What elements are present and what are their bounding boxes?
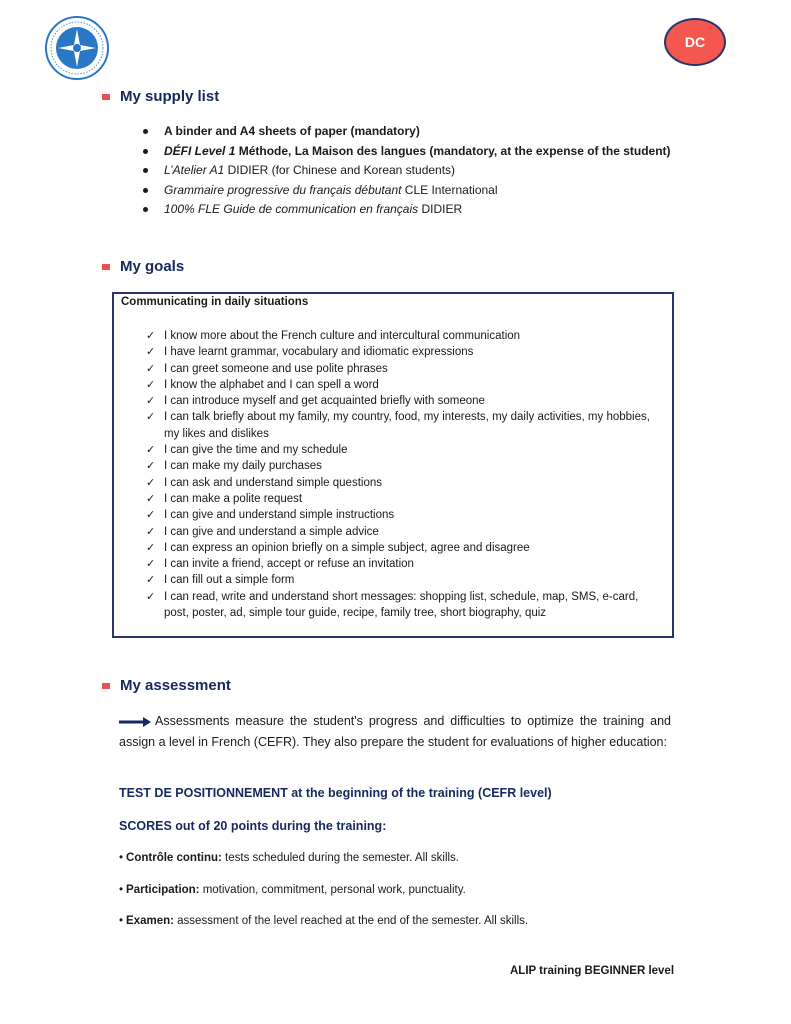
goal-item (144, 393, 664, 409)
supply-item (140, 200, 740, 220)
goal-item (144, 507, 664, 523)
goal-item (144, 524, 664, 540)
score-text: assessment of the level reached at the end of the semester. All skills. (173, 915, 529, 927)
score-label: Contrôle continu: (126, 852, 222, 864)
dc-badge-label: DC (684, 34, 706, 50)
goal-item-text: I can talk briefly about my family, my country, food, my interests, my daily activities, my hobbies, my likes and dislikes (164, 411, 650, 440)
goal-item (144, 540, 664, 556)
supply-title-text: My supply list (120, 88, 220, 105)
bullet-icon: • (119, 915, 124, 927)
supply-item (140, 142, 740, 162)
section-marker-icon (102, 683, 110, 689)
supply-item-title: Grammaire progressive du français débutant (164, 182, 402, 197)
goal-item-text: I have learnt grammar, vocabulary and idiomatic expressions (164, 346, 474, 359)
goals-list (144, 328, 664, 621)
supply-item-rest: DIDIER (418, 202, 463, 217)
score-text: motivation, commitment, personal work, punctuality. (199, 884, 466, 896)
assessment-section-title (102, 677, 231, 694)
supply-section-title (102, 88, 219, 105)
checkmark-icon: ✓ (146, 589, 156, 603)
test-heading: TEST DE POSITIONNEMENT at the beginning of the training (CEFR level) (119, 786, 552, 800)
checkmark-icon: ✓ (146, 361, 156, 375)
supply-item (140, 181, 740, 201)
goal-item-text: I can read, write and understand short messages: shopping list, schedule, map, SMS, e-card, post, poster, ad, simple tour guide, recipe, family tree, short biography, quiz (164, 590, 639, 620)
checkmark-icon: ✓ (146, 573, 156, 587)
checkmark-icon: ✓ (146, 377, 156, 391)
arrow-right-icon (119, 717, 151, 727)
goal-item-text: I can express an opinion briefly on a simple subject, agree and disagree (164, 541, 530, 554)
goal-item-text: I can fill out a simple form (164, 574, 295, 587)
goal-item-text: I can greet someone and use polite phrases (164, 362, 388, 375)
checkmark-icon: ✓ (146, 329, 156, 342)
supply-item-title: DÉFI Level 1 (164, 143, 236, 158)
score-item (119, 884, 466, 896)
dc-badge (664, 18, 726, 66)
checkmark-icon: ✓ (146, 459, 156, 473)
goal-item-text: I can invite a friend, accept or refuse an invitation (164, 558, 414, 571)
goal-item-text: I can give the time and my schedule (164, 444, 348, 457)
goal-item (144, 572, 664, 588)
supply-item-strong: Méthode, La Maison des langues (mandatory, at the expense of the student) (235, 143, 671, 158)
checkmark-icon: ✓ (146, 443, 156, 457)
goal-item-text: I know the alphabet and I can spell a word (164, 378, 379, 391)
supply-item-strong: A binder and A4 sheets of paper (mandatory) (164, 124, 420, 138)
supply-item (140, 161, 740, 181)
goals-section-title (102, 258, 184, 275)
goals-box-title: Communicating in daily situations (121, 296, 309, 308)
goal-item (144, 344, 664, 360)
alliance-logo (44, 15, 110, 81)
checkmark-icon: ✓ (146, 394, 156, 408)
checkmark-icon: ✓ (146, 508, 156, 522)
supply-item-rest: DIDIER (for Chinese and Korean students) (224, 163, 456, 178)
goal-item (144, 361, 664, 377)
score-text: tests scheduled during the semester. All skills. (221, 852, 460, 864)
goal-item-text: I can give and understand simple instructions (164, 509, 395, 522)
goal-item (144, 556, 664, 572)
supply-item-rest: CLE International (401, 182, 498, 197)
goal-item (144, 475, 664, 491)
checkmark-icon: ✓ (146, 475, 156, 489)
score-item (119, 915, 528, 927)
goal-item (144, 442, 664, 458)
alliance-logo-icon (44, 15, 110, 81)
supply-item (140, 122, 740, 142)
assessment-paragraph (119, 711, 671, 753)
scores-heading: SCORES out of 20 points during the training: (119, 819, 387, 833)
score-label: Participation: (126, 884, 200, 896)
goals-box (112, 292, 674, 638)
section-marker-icon (102, 264, 110, 270)
bullet-icon: • (119, 852, 124, 864)
checkmark-icon: ✓ (146, 410, 156, 424)
goal-item (144, 328, 664, 344)
supply-item-title: 100% FLE Guide de communication en français (164, 202, 419, 217)
goal-item-text: I can make a polite request (164, 492, 303, 505)
checkmark-icon: ✓ (146, 557, 156, 571)
goals-title-text: My goals (120, 258, 185, 275)
checkmark-icon: ✓ (146, 491, 156, 505)
goal-item-text: I can make my daily purchases (164, 460, 322, 473)
supply-list (140, 122, 740, 220)
goal-item (144, 589, 664, 622)
assessment-title-text: My assessment (120, 677, 231, 694)
goal-item (144, 377, 664, 393)
checkmark-icon: ✓ (146, 345, 156, 359)
score-label: Examen: (126, 915, 174, 927)
goal-item-text: I can ask and understand simple questions (164, 476, 382, 489)
checkmark-icon: ✓ (146, 524, 156, 538)
section-marker-icon (102, 94, 110, 100)
footer-text: ALIP training BEGINNER level (510, 965, 675, 977)
score-item (119, 852, 459, 864)
bullet-icon: • (119, 884, 124, 896)
goal-item (144, 409, 664, 442)
goal-item (144, 458, 664, 474)
goal-item-text: I can introduce myself and get acquainted briefly with someone (164, 395, 485, 408)
goal-item (144, 491, 664, 507)
assessment-paragraph-text: Assessments measure the student's progress and difficulties to optimize the training and assign a level in French (CEFR). They also prepare the student for evaluations of higher education: (119, 714, 671, 749)
goal-item-text: I can give and understand a simple advice (164, 525, 379, 538)
supply-item-title: L’Atelier A1 (164, 163, 225, 178)
goal-item-text: I know more about the French culture and intercultural communication (164, 330, 521, 342)
checkmark-icon: ✓ (146, 540, 156, 554)
